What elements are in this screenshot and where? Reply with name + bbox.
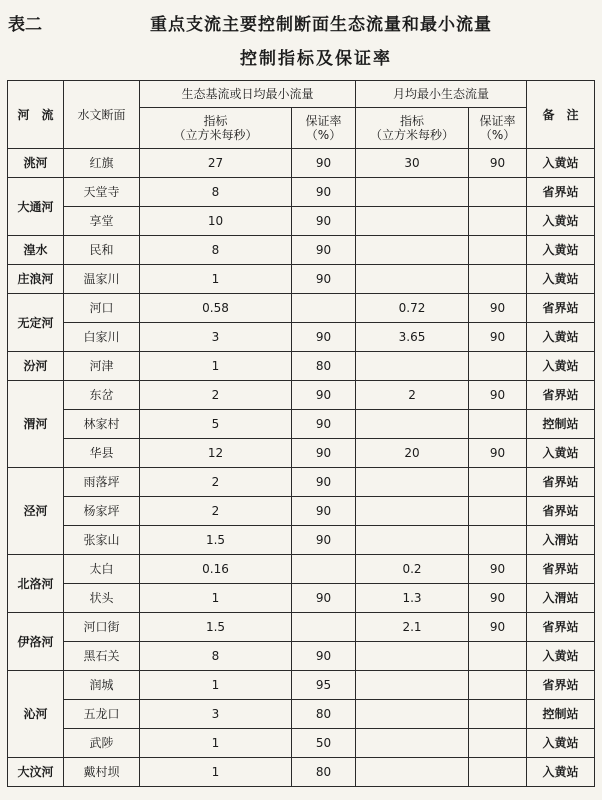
rate-value-cell: 90 (469, 323, 527, 352)
index-value-cell: 2 (140, 497, 292, 526)
river-name-cell: 沁河 (8, 671, 64, 758)
rate-value-cell: 90 (292, 584, 356, 613)
remark-cell: 省界站 (527, 613, 595, 642)
river-name-cell: 大通河 (8, 178, 64, 236)
station-cell: 太白 (64, 555, 140, 584)
remark-cell: 入黄站 (527, 207, 595, 236)
rate-value-cell: 90 (469, 381, 527, 410)
remark-cell: 省界站 (527, 381, 595, 410)
index-value-cell: 0.72 (356, 294, 469, 323)
remark-cell: 入黄站 (527, 352, 595, 381)
table-row (8, 555, 595, 584)
table-row (8, 729, 595, 758)
index-value-cell (356, 236, 469, 265)
table-row (8, 497, 595, 526)
river-name-cell: 湟水 (8, 236, 64, 265)
river-name-cell: 大汶河 (8, 758, 64, 787)
index-value-cell (356, 526, 469, 555)
remark-cell: 控制站 (527, 410, 595, 439)
table-row (8, 265, 595, 294)
rate-value-cell (469, 178, 527, 207)
remark-cell: 入黄站 (527, 758, 595, 787)
table-title-line-1: 重点支流主要控制断面生态流量和最小流量 (150, 15, 492, 35)
river-name-cell: 渭河 (8, 381, 64, 468)
header-index-2-unit: （立方米每秒） (370, 128, 455, 142)
rate-value-cell: 50 (292, 729, 356, 758)
index-value-cell: 2 (140, 468, 292, 497)
index-value-cell (356, 352, 469, 381)
station-cell: 河津 (64, 352, 140, 381)
index-value-cell: 1.5 (140, 526, 292, 555)
index-value-cell (356, 178, 469, 207)
station-cell: 享堂 (64, 207, 140, 236)
rate-value-cell: 90 (292, 178, 356, 207)
table-row (8, 236, 595, 265)
station-cell: 温家川 (64, 265, 140, 294)
table-row (8, 642, 595, 671)
rate-value-cell: 90 (469, 294, 527, 323)
index-value-cell: 1 (140, 758, 292, 787)
index-value-cell (356, 642, 469, 671)
table-row (8, 439, 595, 468)
remark-cell: 入渭站 (527, 526, 595, 555)
index-value-cell: 5 (140, 410, 292, 439)
index-value-cell: 10 (140, 207, 292, 236)
flow-table (7, 80, 595, 787)
rate-value-cell: 90 (292, 526, 356, 555)
header-rate-2-label: 保证率 (479, 114, 516, 128)
remark-cell: 省界站 (527, 468, 595, 497)
remark-cell: 入黄站 (527, 149, 595, 178)
station-cell: 黑石关 (64, 642, 140, 671)
table-row (8, 294, 595, 323)
river-name-cell: 伊洛河 (8, 613, 64, 671)
remark-cell: 入黄站 (527, 729, 595, 758)
station-cell: 河口 (64, 294, 140, 323)
river-name-cell: 洮河 (8, 149, 64, 178)
station-cell: 河口街 (64, 613, 140, 642)
table-row (8, 381, 595, 410)
remark-cell: 入黄站 (527, 265, 595, 294)
header-remark: 备 注 (527, 81, 595, 149)
index-value-cell: 8 (140, 178, 292, 207)
header-index-1-unit: （立方米每秒） (173, 128, 258, 142)
station-cell: 华县 (64, 439, 140, 468)
index-value-cell (356, 729, 469, 758)
station-cell: 武陟 (64, 729, 140, 758)
table-body (8, 149, 595, 787)
header-index-1-label: 指标 (203, 114, 228, 128)
index-value-cell (356, 700, 469, 729)
index-value-cell: 8 (140, 236, 292, 265)
rate-value-cell (469, 352, 527, 381)
remark-cell: 入黄站 (527, 439, 595, 468)
header-index-2-label: 指标 (400, 114, 425, 128)
index-value-cell: 0.16 (140, 555, 292, 584)
station-cell: 东岔 (64, 381, 140, 410)
table-row (8, 671, 595, 700)
rate-value-cell (469, 758, 527, 787)
table-row (8, 758, 595, 787)
rate-value-cell: 90 (292, 236, 356, 265)
rate-value-cell (292, 555, 356, 584)
index-value-cell: 8 (140, 642, 292, 671)
header-group-daily: 生态基流或日均最小流量 (140, 81, 356, 108)
station-cell: 林家村 (64, 410, 140, 439)
rate-value-cell: 80 (292, 352, 356, 381)
rate-value-cell (469, 729, 527, 758)
remark-cell: 省界站 (527, 178, 595, 207)
header-rate-2 (469, 108, 527, 149)
index-value-cell: 30 (356, 149, 469, 178)
index-value-cell: 2.1 (356, 613, 469, 642)
rate-value-cell: 90 (469, 613, 527, 642)
rate-value-cell: 90 (292, 323, 356, 352)
index-value-cell (356, 207, 469, 236)
station-cell: 天堂寺 (64, 178, 140, 207)
index-value-cell: 3 (140, 700, 292, 729)
index-value-cell: 27 (140, 149, 292, 178)
table-row (8, 149, 595, 178)
station-cell: 民和 (64, 236, 140, 265)
header-rate-2-unit: （%） (479, 128, 516, 142)
header-station: 水文断面 (64, 81, 140, 149)
remark-cell: 省界站 (527, 497, 595, 526)
rate-value-cell: 95 (292, 671, 356, 700)
index-value-cell (356, 497, 469, 526)
table-row (8, 700, 595, 729)
header-index-2 (356, 108, 469, 149)
index-value-cell: 1 (140, 671, 292, 700)
index-value-cell: 2 (356, 381, 469, 410)
index-value-cell (356, 410, 469, 439)
index-value-cell: 1.3 (356, 584, 469, 613)
remark-cell: 控制站 (527, 700, 595, 729)
rate-value-cell (469, 642, 527, 671)
rate-value-cell: 90 (292, 497, 356, 526)
index-value-cell: 0.58 (140, 294, 292, 323)
table-row (8, 584, 595, 613)
index-value-cell: 3.65 (356, 323, 469, 352)
station-cell: 白家川 (64, 323, 140, 352)
station-cell: 雨落坪 (64, 468, 140, 497)
header-river: 河 流 (8, 81, 64, 149)
rate-value-cell: 90 (292, 265, 356, 294)
rate-value-cell: 90 (292, 207, 356, 236)
rate-value-cell: 90 (292, 642, 356, 671)
table-label: 表二 (8, 15, 42, 35)
river-name-cell: 泾河 (8, 468, 64, 555)
remark-cell: 入黄站 (527, 323, 595, 352)
rate-value-cell: 90 (292, 381, 356, 410)
remark-cell: 入渭站 (527, 584, 595, 613)
header-rate-1-unit: （%） (305, 128, 342, 142)
rate-value-cell (469, 236, 527, 265)
rate-value-cell (469, 207, 527, 236)
rate-value-cell (292, 613, 356, 642)
table-row (8, 352, 595, 381)
station-cell: 润城 (64, 671, 140, 700)
rate-value-cell: 90 (292, 468, 356, 497)
station-cell: 杨家坪 (64, 497, 140, 526)
index-value-cell (356, 468, 469, 497)
table-row (8, 323, 595, 352)
table-row (8, 410, 595, 439)
station-cell: 状头 (64, 584, 140, 613)
table-row (8, 526, 595, 555)
rate-value-cell (469, 671, 527, 700)
header-group-monthly: 月均最小生态流量 (356, 81, 527, 108)
index-value-cell: 0.2 (356, 555, 469, 584)
river-name-cell: 北洛河 (8, 555, 64, 613)
station-cell: 五龙口 (64, 700, 140, 729)
rate-value-cell (469, 497, 527, 526)
index-value-cell (356, 265, 469, 294)
header-rate-1-label: 保证率 (305, 114, 342, 128)
rate-value-cell (469, 468, 527, 497)
index-value-cell: 1.5 (140, 613, 292, 642)
index-value-cell: 20 (356, 439, 469, 468)
rate-value-cell (292, 294, 356, 323)
rate-value-cell: 90 (469, 555, 527, 584)
table-row (8, 178, 595, 207)
rate-value-cell: 90 (469, 439, 527, 468)
table-row (8, 468, 595, 497)
index-value-cell: 1 (140, 265, 292, 294)
rate-value-cell (469, 410, 527, 439)
remark-cell: 省界站 (527, 555, 595, 584)
river-name-cell: 无定河 (8, 294, 64, 352)
index-value-cell (356, 671, 469, 700)
rate-value-cell: 90 (292, 149, 356, 178)
remark-cell: 省界站 (527, 294, 595, 323)
remark-cell: 入黄站 (527, 236, 595, 265)
rate-value-cell: 80 (292, 700, 356, 729)
station-cell: 张家山 (64, 526, 140, 555)
remark-cell: 省界站 (527, 671, 595, 700)
river-name-cell: 汾河 (8, 352, 64, 381)
rate-value-cell (469, 526, 527, 555)
station-cell: 戴村坝 (64, 758, 140, 787)
remark-cell: 入黄站 (527, 642, 595, 671)
index-value-cell (356, 758, 469, 787)
river-name-cell: 庄浪河 (8, 265, 64, 294)
index-value-cell: 1 (140, 584, 292, 613)
table-row (8, 613, 595, 642)
index-value-cell: 3 (140, 323, 292, 352)
index-value-cell: 1 (140, 729, 292, 758)
index-value-cell: 12 (140, 439, 292, 468)
table-title-line-2: 控制指标及保证率 (240, 49, 392, 69)
rate-value-cell: 90 (469, 149, 527, 178)
rate-value-cell (469, 700, 527, 729)
rate-value-cell: 90 (292, 410, 356, 439)
rate-value-cell: 90 (469, 584, 527, 613)
rate-value-cell: 80 (292, 758, 356, 787)
station-cell: 红旗 (64, 149, 140, 178)
index-value-cell: 1 (140, 352, 292, 381)
index-value-cell: 2 (140, 381, 292, 410)
rate-value-cell: 90 (292, 439, 356, 468)
table-row (8, 207, 595, 236)
rate-value-cell (469, 265, 527, 294)
header-index-1 (140, 108, 292, 149)
header-rate-1 (292, 108, 356, 149)
